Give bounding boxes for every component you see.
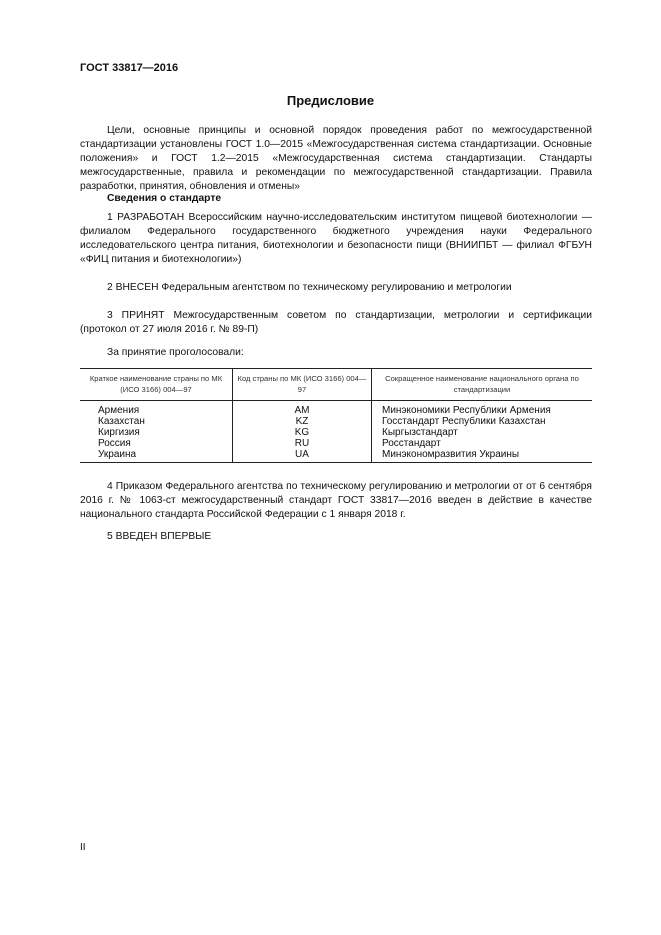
table-row: [80, 401, 592, 417]
section-subheading: Сведения о стандарте: [107, 193, 222, 204]
table-row: [80, 427, 592, 438]
body-cell: Росстандарт: [372, 438, 593, 449]
table-row: [80, 438, 592, 449]
country-cell: Армения: [98, 405, 140, 416]
table-row: [80, 416, 592, 427]
table-row: [80, 449, 592, 463]
body-cell: Минэкономики Республики Армения: [372, 401, 593, 417]
code-cell: KZ: [233, 416, 372, 427]
column-header-body: Сокращенное наименование национального органа по стандартизации: [372, 369, 593, 401]
code-cell: KG: [233, 427, 372, 438]
votes-table: [80, 368, 592, 463]
code-cell: UA: [233, 449, 372, 463]
country-cell: Украина: [80, 449, 233, 463]
country-cell: Киргизия: [98, 427, 140, 438]
code-cell: RU: [233, 438, 372, 449]
item-developed: 1 РАЗРАБОТАН Всероссийским научно-исследовательским институтом пищевой биотехнологии — филиалом Федерального государственного бюджетного учреждения науки Федерального исследовательского центра питания, биотехнологии и безопасности пищи (ВНИИПБТ — филиал ФГБУН «ФИЦ питания и биотехнологии»): [80, 212, 592, 265]
country-cell: Казахстан: [98, 416, 145, 427]
column-header-country: Краткое наименование страны по МК (ИСО 3166) 004—97: [80, 369, 233, 401]
table-header-row: [80, 369, 592, 401]
item-enacted: 4 Приказом Федерального агентства по техническому регулированию и метрологии от от 6 сентября 2016 г. № 1063-ст межгосударственный стандарт ГОСТ 33817—2016 введен в действие в качестве национального стандарта Российской Федерации с 1 января 2018 г.: [80, 481, 592, 520]
page-title: Предисловие: [286, 93, 375, 108]
country-cell: Россия: [98, 438, 131, 449]
column-header-code: Код страны по МК (ИСО 3166) 004—97: [233, 369, 372, 401]
body-cell: Минэкономразвития Украины: [372, 449, 593, 463]
votes-label: За принятие проголосовали:: [107, 347, 244, 358]
code-cell: AM: [233, 401, 372, 417]
body-cell: Госстандарт Республики Казахстан: [372, 416, 593, 427]
item-first-introduced: 5 ВВЕДЕН ВПЕРВЫЕ: [107, 531, 212, 542]
item-introduced: 2 ВНЕСЕН Федеральным агентством по техническому регулированию и метрологии: [107, 282, 512, 293]
page-number: II: [80, 842, 86, 853]
intro-paragraph: Цели, основные принципы и основной порядок проведения работ по межгосударственной стандартизации установлены ГОСТ 1.0—2015 «Межгосударственная система стандартизации. Основные положения» и ГОСТ 1.2—2015 «Межгосударственная система стандартизации. Стандарты межгосударственные, правила и рекомендации по межгосударственной стандартизации. Правила разработки, принятия, обновления и отмены»: [80, 125, 592, 192]
body-cell: Кыргызстандарт: [372, 427, 593, 438]
document-code-header: ГОСТ 33817—2016: [80, 62, 179, 74]
item-adopted: 3 ПРИНЯТ Межгосударственным советом по стандартизации, метрологии и сертификации (протокол от 27 июля 2016 г. № 89-П): [80, 310, 592, 335]
